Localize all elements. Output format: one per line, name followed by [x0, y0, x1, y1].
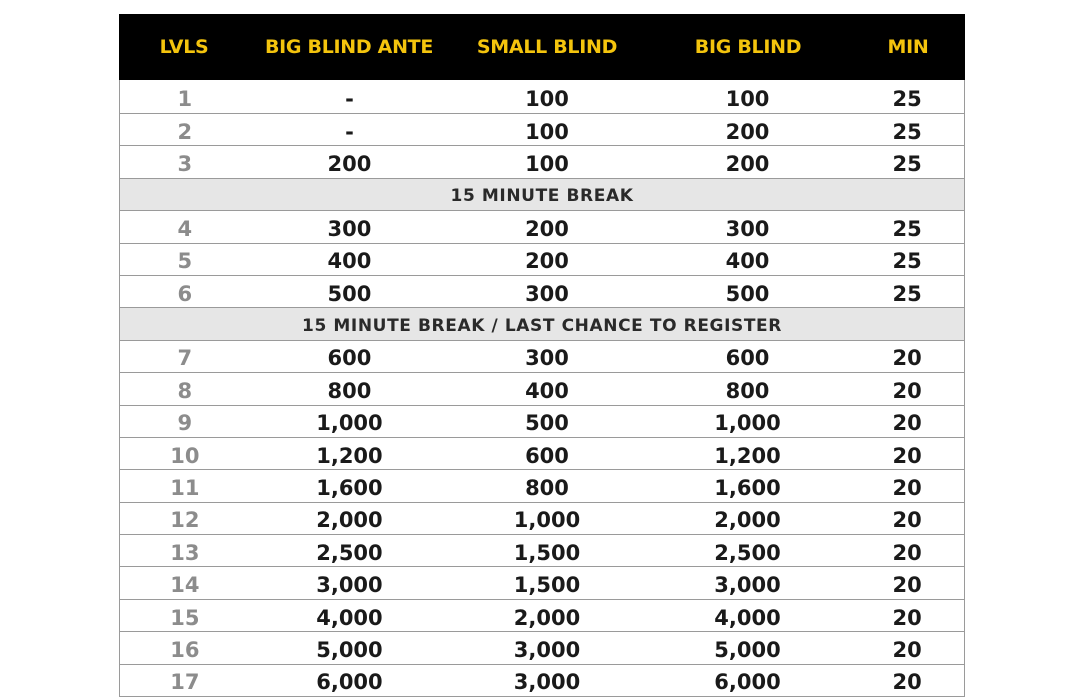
minutes-value: 20 [892, 475, 922, 500]
level-number: 14 [170, 573, 200, 598]
small-blind-value: 300 [525, 281, 569, 306]
small-blind-value: 800 [525, 475, 569, 500]
small-blind-value: 200 [525, 216, 569, 241]
minutes-value: 25 [892, 152, 922, 177]
small-blind-value: 200 [525, 249, 569, 274]
level-number: 15 [170, 605, 200, 630]
big-blind-ante-value: 600 [327, 346, 372, 371]
table-header [119, 14, 965, 80]
big-blind-value: 600 [725, 346, 770, 371]
big-blind-value: 800 [725, 378, 770, 403]
break-label: 15 MINUTE BREAK / LAST CHANCE TO REGISTER [302, 316, 782, 337]
big-blind-ante-value: 5,000 [316, 637, 383, 662]
table-row [120, 146, 964, 178]
big-blind-value: 2,000 [714, 508, 781, 533]
header-small-blind: SMALL BLIND [476, 36, 618, 58]
level-number: 9 [177, 411, 193, 436]
level-number: 1 [177, 86, 193, 111]
table-row [120, 406, 964, 438]
minutes-value: 20 [892, 670, 922, 695]
table-row [120, 211, 964, 243]
table-row [120, 535, 964, 567]
big-blind-ante-value: 1,000 [316, 411, 383, 436]
table-row [120, 373, 964, 405]
level-number: 2 [177, 119, 193, 144]
blind-structure-table [119, 14, 965, 697]
table-row [120, 114, 964, 146]
big-blind-value: 4,000 [714, 605, 781, 630]
header-lvls: LVLS [159, 36, 209, 58]
break-row [120, 308, 964, 340]
level-number: 11 [170, 475, 200, 500]
minutes-value: 20 [892, 605, 922, 630]
small-blind-value: 3,000 [513, 670, 581, 695]
big-blind-value: 1,600 [714, 475, 781, 500]
table-row [120, 503, 964, 535]
minutes-value: 25 [892, 281, 922, 306]
break-row [120, 179, 964, 211]
big-blind-ante-value: 200 [327, 152, 372, 177]
small-blind-value: 300 [525, 346, 569, 371]
big-blind-ante-value: - [345, 119, 354, 144]
small-blind-value: 400 [525, 378, 569, 403]
small-blind-value: 100 [525, 119, 569, 144]
big-blind-ante-value: 6,000 [316, 670, 383, 695]
minutes-value: 20 [892, 443, 922, 468]
big-blind-ante-value: 800 [327, 378, 372, 403]
level-number: 16 [170, 637, 200, 662]
big-blind-ante-value: 300 [327, 216, 372, 241]
break-label: 15 MINUTE BREAK [450, 186, 634, 207]
table-row [120, 341, 964, 373]
big-blind-ante-value: 4,000 [316, 605, 383, 630]
minutes-value: 25 [892, 86, 922, 111]
big-blind-value: 100 [725, 86, 770, 111]
table-body [119, 80, 965, 697]
big-blind-value: 1,000 [714, 411, 781, 436]
big-blind-ante-value: 2,000 [316, 508, 383, 533]
level-number: 7 [177, 346, 193, 371]
big-blind-ante-value: 2,500 [316, 540, 383, 565]
minutes-value: 20 [892, 573, 922, 598]
table-row [120, 567, 964, 599]
big-blind-value: 5,000 [714, 637, 781, 662]
minutes-value: 20 [892, 346, 922, 371]
level-number: 3 [177, 152, 193, 177]
small-blind-value: 2,000 [513, 605, 581, 630]
small-blind-value: 3,000 [513, 637, 581, 662]
big-blind-ante-value: 1,200 [316, 443, 383, 468]
minutes-value: 25 [892, 216, 922, 241]
big-blind-ante-value: - [345, 86, 354, 111]
table-row [120, 276, 964, 308]
minutes-value: 20 [892, 411, 922, 436]
big-blind-value: 3,000 [714, 573, 781, 598]
table-row [120, 470, 964, 502]
level-number: 13 [170, 540, 200, 565]
big-blind-value: 300 [725, 216, 770, 241]
table-row [120, 438, 964, 470]
header-big-blind: BIG BLIND [694, 36, 802, 58]
small-blind-value: 500 [525, 411, 569, 436]
table-row [120, 80, 964, 114]
big-blind-value: 400 [725, 249, 770, 274]
small-blind-value: 100 [525, 86, 569, 111]
small-blind-value: 600 [525, 443, 569, 468]
level-number: 12 [170, 508, 200, 533]
minutes-value: 25 [892, 119, 922, 144]
minutes-value: 20 [892, 508, 922, 533]
header-min: MIN [887, 36, 929, 58]
minutes-value: 20 [892, 637, 922, 662]
table-row [120, 632, 964, 664]
level-number: 8 [177, 378, 193, 403]
big-blind-ante-value: 400 [327, 249, 372, 274]
level-number: 5 [177, 249, 193, 274]
small-blind-value: 100 [525, 152, 569, 177]
minutes-value: 20 [892, 378, 922, 403]
big-blind-ante-value: 500 [327, 281, 372, 306]
small-blind-value: 1,000 [513, 508, 581, 533]
table-row [120, 665, 964, 697]
level-number: 4 [177, 216, 193, 241]
minutes-value: 20 [892, 540, 922, 565]
big-blind-ante-value: 1,600 [316, 475, 383, 500]
big-blind-value: 200 [725, 152, 770, 177]
header-big-blind-ante: BIG BLIND ANTE [264, 36, 434, 58]
minutes-value: 25 [892, 249, 922, 274]
table-row [120, 244, 964, 276]
big-blind-value: 500 [725, 281, 770, 306]
big-blind-value: 6,000 [714, 670, 781, 695]
small-blind-value: 1,500 [513, 540, 581, 565]
level-number: 6 [177, 281, 193, 306]
big-blind-value: 2,500 [714, 540, 781, 565]
level-number: 10 [170, 443, 200, 468]
small-blind-value: 1,500 [513, 573, 581, 598]
big-blind-value: 200 [725, 119, 770, 144]
big-blind-ante-value: 3,000 [316, 573, 383, 598]
big-blind-value: 1,200 [714, 443, 781, 468]
level-number: 17 [170, 670, 200, 695]
table-row [120, 600, 964, 632]
